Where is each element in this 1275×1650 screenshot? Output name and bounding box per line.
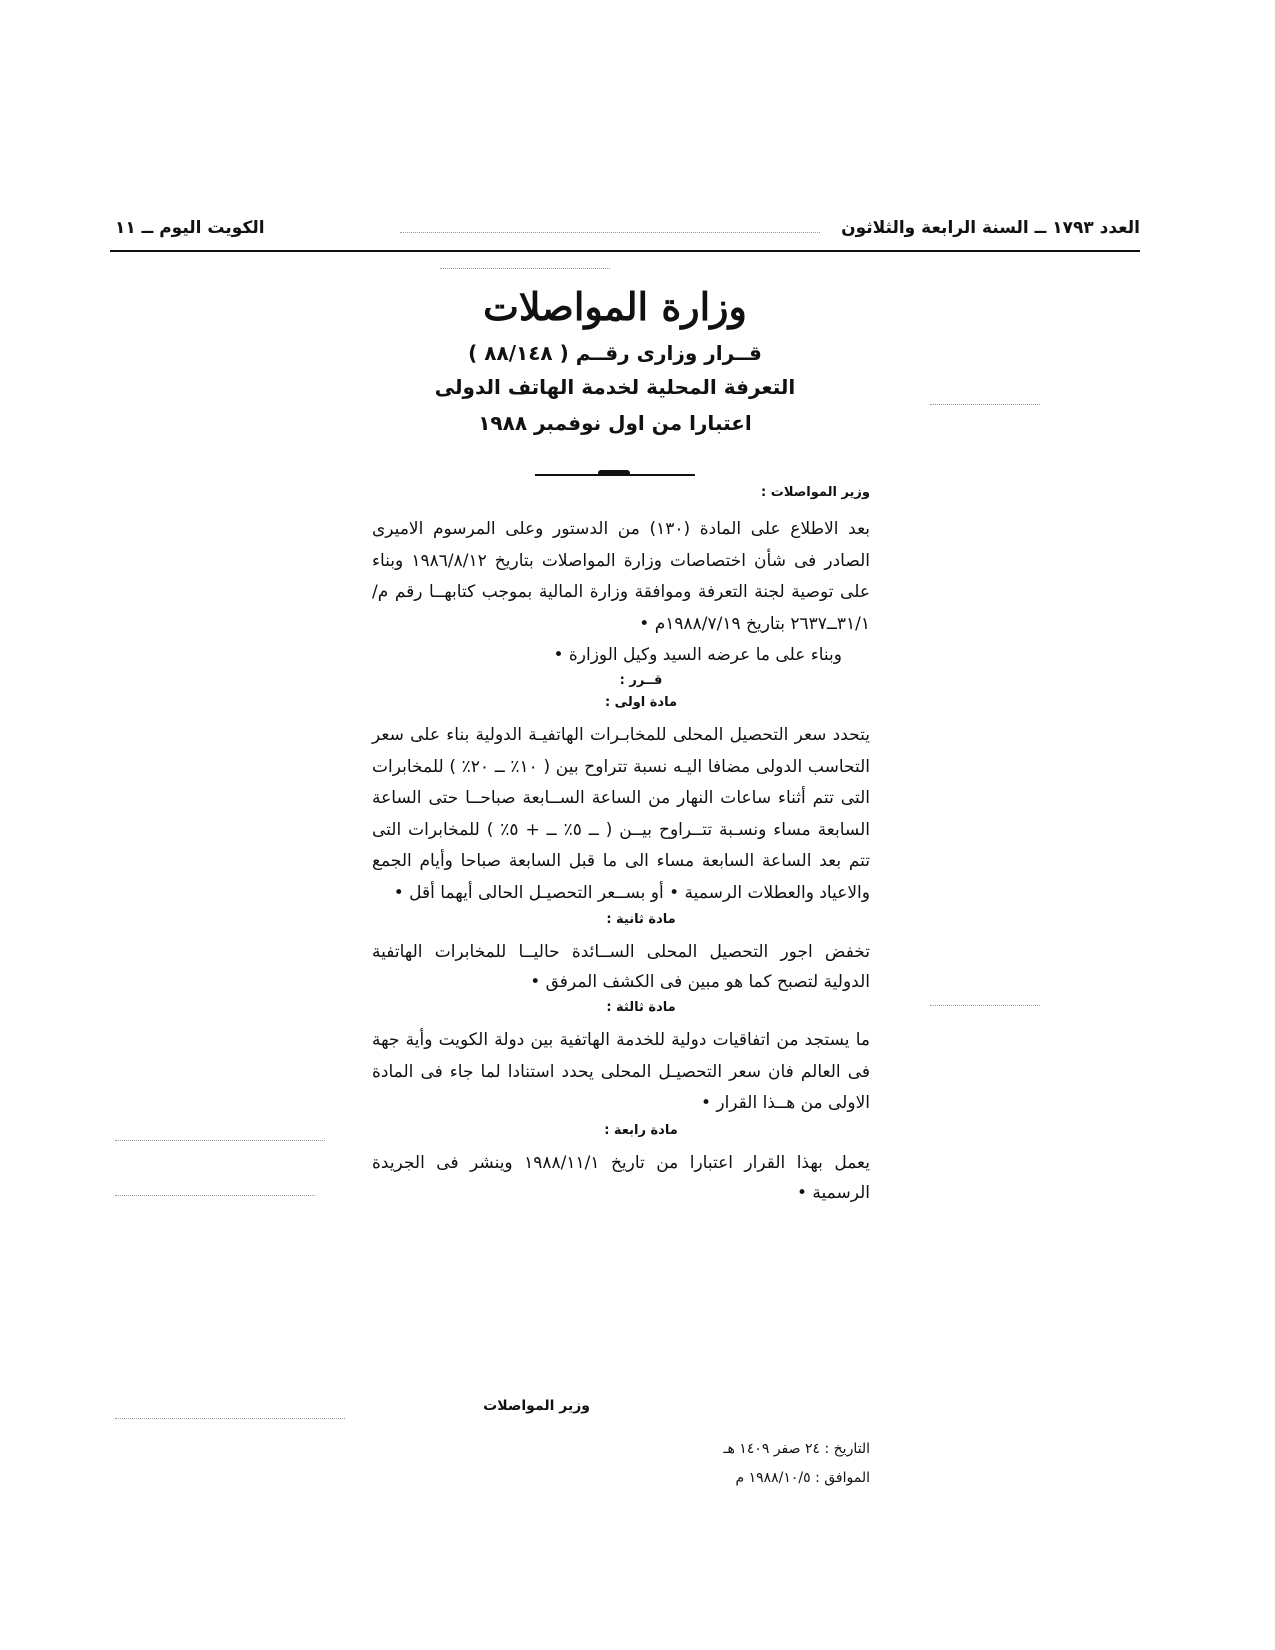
- header-rule: [110, 250, 1140, 252]
- scan-noise: [115, 1418, 345, 1419]
- gregorian-date: الموافق : ١٩٨٨/١٠/٥ م: [735, 1470, 870, 1486]
- minister-signature: وزير المواصلات: [483, 1398, 590, 1414]
- preamble-note: وبناء على ما عرضه السيد وكيل الوزارة •: [553, 645, 842, 665]
- article-3-title: مادة ثالثة :: [606, 1000, 676, 1015]
- article-4-title: مادة رابعة :: [604, 1122, 678, 1138]
- scan-noise: [115, 1195, 315, 1196]
- article-4-text: يعمل بهذا القرار اعتبارا من تاريخ ١٩٨٨/١١/١ وينشر فى الجريدة الرسمية •: [372, 1152, 870, 1203]
- preamble: بعد الاطلاع على المادة (١٣٠) من الدستور وعلى المرسوم الاميرى الصادر فى شأن اختصاصات وزارة المواصلات بتاريخ ١٩٨٦/٨/١٢ وبناء على توصية لجنة التعرفة وموافقة وزارة المالية بموجب كتابهــا رقم م/٣١/١ــ٢٦٣٧ بتاريخ ١٩٨٨/٧/١٩م •: [372, 519, 871, 634]
- decision-number: قــرار وزارى رقــم ( ٨٨/١٤٨ ): [468, 341, 762, 365]
- article-3-text: ما يستجد من اتفاقيات دولية للخدمة الهاتفية بين دولة الكويت وأية جهة فى العالم فان سعر التحصيـل المحلى يحدد استنادا لما جاء فى المادة الاولى من هــذا القرار •: [372, 1030, 870, 1113]
- scan-noise: [440, 268, 610, 269]
- newspaper-name: الكويت اليوم ــ ١١: [115, 218, 265, 238]
- title-rule-ornament: [598, 470, 630, 476]
- scan-noise: [115, 1140, 325, 1141]
- ministry-title: وزارة المواصلات: [483, 284, 747, 329]
- decision-body: [372, 478, 870, 1208]
- scan-noise: [930, 404, 1040, 405]
- article-2-text: تخفض اجور التحصيل المحلى الســائدة حاليــا للمخابرات الهاتفية الدولية لتصبح كما هو مبين فى الكشف المرفق •: [372, 942, 870, 992]
- article-1-title: مادة اولى :: [604, 695, 678, 710]
- effective-date: اعتبارا من اول نوفمبر ١٩٨٨: [478, 411, 752, 435]
- page-header: [115, 218, 1140, 248]
- scan-noise: [400, 232, 820, 233]
- title-block: [420, 282, 810, 442]
- scan-noise: [930, 1005, 1040, 1006]
- issue-dates: [630, 1435, 870, 1493]
- article-1-text: يتحدد سعر التحصيل المحلى للمخابـرات الهاتفيـة الدولية بناء على سعر التحاسب الدولى مضافا اليـه نسبة تتراوح بين ( ١٠٪ ــ ٢٠٪ ) للمخابرات التى تتم أثناء ساعات النهار من الساعة الســابعة صباحــا حتى الساعة السابعة مساء ونسـبة تتــراوح بيــن ( ــ ٥٪ ــ + ٥٪ ) للمخابرات التى تتم بعد الساعة السابعة مساء الى ما قبل السابعة صباحا وأيام الجمع والاعياد والعطلات الرسمية • أو بســعر التحصيـل الحالى أيهما أقل •: [372, 725, 871, 903]
- minister-label: وزير المواصلات :: [761, 485, 870, 500]
- issue-number: العدد ١٧٩٣ ــ السنة الرابعة والثلاثون: [841, 218, 1140, 238]
- hijri-date: التاريخ : ٢٤ صفر ١٤٠٩ هـ: [723, 1441, 870, 1457]
- decided-heading: قــرر :: [619, 673, 663, 688]
- article-2-title: مادة ثانية :: [606, 912, 676, 927]
- decision-subject: التعرفة المحلية لخدمة الهاتف الدولى: [434, 375, 796, 399]
